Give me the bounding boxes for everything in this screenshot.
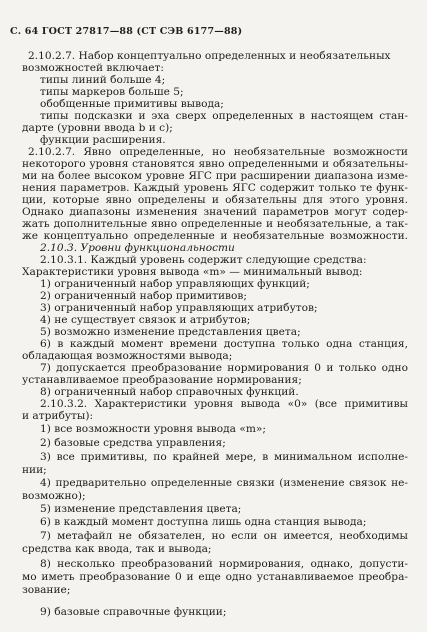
list-item: 2) ограниченный набор примитивов; [40,290,247,302]
page-header: С. 64 ГОСТ 27817—88 (СТ СЭВ 6177—88) [10,26,243,37]
text-line: 2.10.3.1. Каждый уровень содержит следующие средства: [40,254,367,266]
list-item: 3) ограниченный набор управляющих атрибутов; [40,302,318,314]
text-line: же концептуально определенные и необязательные возможности. [22,230,408,242]
text-line: ции, которые явно определены и обязательны для этого уровня. [22,194,408,206]
text-line: обобщенные примитивы вывода; [40,98,224,110]
text-line: ми на более высоком уровне ЯГС при расширении диапазона изме- [22,170,408,182]
text-line: обладающая возможностями вывода; [22,350,233,362]
text-line: 2.10.2.7. Набор концептуально определенных и необязательных [28,50,391,62]
text-line: Однако диапазоны изменения значений параметров могут содер- [22,206,408,218]
list-item: 9) базовые справочные функции; [40,606,227,618]
text-line: возможно); [22,490,86,502]
list-item: 5) изменение представления цвета; [40,503,242,515]
text-line: 2.10.2.7. Явно определенные, но необязательные возможности [28,146,408,158]
list-item: 6) в каждый момент времени доступна только одна станция, [40,338,408,350]
text-line: типы подсказки и эха сверх определенных в настоящем стан- [40,110,408,122]
list-item: 4) предварительно определенные связки (изменение связок не- [40,477,408,489]
text-line: зование; [22,584,71,596]
section-heading: 2.10.3. Уровни функциональности [40,242,235,254]
list-item: 3) все примитивы, по крайней мере, в минимальном исполне- [40,451,408,463]
text-line: дарте (уровни ввода b и c); [22,122,173,134]
text-line: и атрибуты): [22,410,94,422]
list-item: 6) в каждый момент доступна лишь одна станция вывода; [40,516,367,528]
text-line: 2.10.3.2. Характеристики уровня вывода «0» (все примитивы [40,398,408,410]
list-item: 2) базовые средства управления; [40,437,226,449]
text-line: жать дополнительные явно определенные и необязательные, а так- [22,218,408,230]
text-line: некоторого уровня становятся явно определенными и обязательны- [22,158,408,170]
list-item: 4) не существует связок и атрибутов; [40,314,251,326]
text-line: устанавливаемое преобразование нормирования; [22,374,302,386]
list-item: 7) допускается преобразование нормирования 0 и только одно [40,362,408,374]
text-line: функции расширения. [40,134,166,146]
text-line: типы линий больше 4; [40,74,166,86]
list-item: 8) ограниченный набор справочных функций. [40,386,299,398]
text-line: Характеристики уровня вывода «m» — минимальный вывод: [22,266,363,278]
text-line: средства как ввода, так и вывода; [22,543,212,555]
list-item: 8) несколько преобразований нормирования, однако, допусти- [40,558,408,570]
text-line: мо иметь преобразование 0 и еще одно устанавливаемое преобра- [22,571,408,583]
list-item: 1) все возможности уровня вывода «m»; [40,423,266,435]
list-item: 1) ограниченный набор управляющих функций; [40,278,310,290]
list-item: 7) метафайл не обязателен, но если он имеется, необходимы [40,530,408,542]
text-line: типы маркеров больше 5; [40,86,184,98]
text-line: нии; [22,464,47,476]
list-item: 5) возможно изменение представления цвета; [40,326,301,338]
text-line: нения параметров. Каждый уровень ЯГС содержит только те функ- [22,182,408,194]
text-line: возможностей включает: [22,62,164,74]
